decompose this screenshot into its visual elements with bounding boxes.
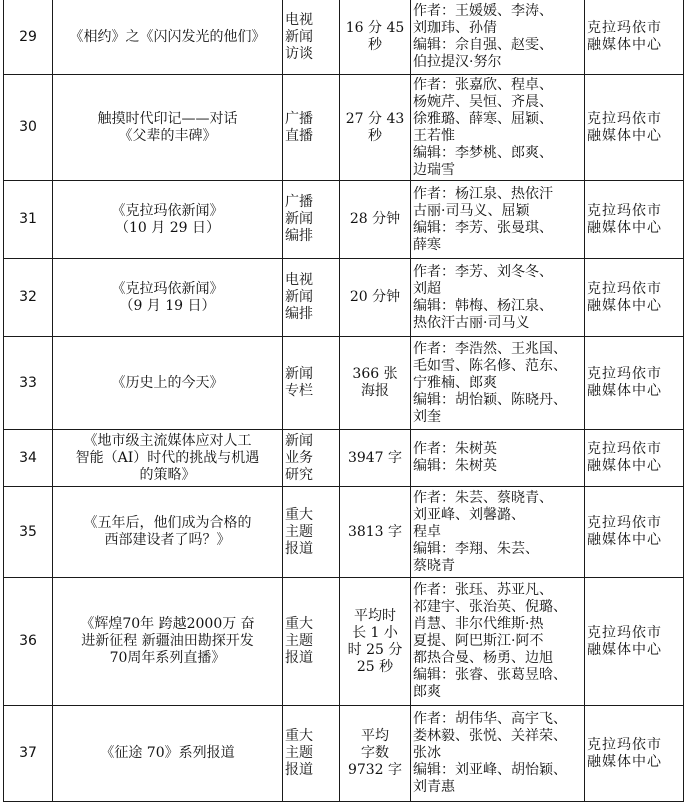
table-row: [4, 259, 684, 337]
submitting-unit: 克拉玛依市 融媒体中心: [585, 430, 684, 487]
authors-text: 作者：杨江泉、热依汗 古丽·司马义、屈颖: [413, 185, 553, 219]
work-credits: [411, 75, 585, 181]
work-credits: [411, 430, 585, 487]
work-length: 20 分钟: [340, 259, 411, 337]
awards-table: [3, 0, 684, 802]
table-row: [4, 487, 684, 578]
authors-text: 作者：朱树英: [413, 441, 497, 457]
work-credits: [411, 578, 585, 706]
work-title: 《克拉玛依新闻》 （9 月 19 日）: [53, 259, 283, 337]
submitting-unit: 克拉玛依市 融媒体中心: [585, 578, 684, 706]
editors-text: 编辑：胡怡颖、陈晓丹、 刘奎: [413, 391, 567, 425]
awards-table-page: [3, 0, 683, 802]
work-credits: [411, 181, 585, 259]
editors-text: 编辑：朱树英: [413, 458, 497, 474]
work-length: 平均时 长 1 小 时 25 分 25 秒: [340, 578, 411, 706]
submitting-unit: 克拉玛依市 融媒体中心: [585, 181, 684, 259]
authors-text: 作者：张珏、苏亚凡、 祁建宇、张治英、倪璐、 肖慧、非尔代维斯·热 夏提、阿巴斯江·阿不 都热合曼、杨勇、边旭: [413, 582, 567, 666]
row-number: 32: [4, 259, 53, 337]
work-category: 新闻 专栏: [283, 337, 340, 430]
work-credits: [411, 0, 585, 75]
work-length: 28 分钟: [340, 181, 411, 259]
work-category: 广播 新闻 编排: [283, 181, 340, 259]
work-title: 《征途 70》系列报道: [53, 706, 283, 802]
work-credits: [411, 706, 585, 802]
editors-text: 编辑：张睿、张葛昱晗、 郎爽: [413, 667, 567, 700]
submitting-unit: 克拉玛依市 融媒体中心: [585, 706, 684, 802]
row-number: 36: [4, 578, 53, 706]
work-length: 27 分 43 秒: [340, 75, 411, 181]
work-length: 16 分 45 秒: [340, 0, 411, 75]
submitting-unit: 克拉玛依市 融媒体中心: [585, 259, 684, 337]
submitting-unit: 克拉玛依市 融媒体中心: [585, 0, 684, 75]
row-number: 31: [4, 181, 53, 259]
work-category: 广播 直播: [283, 75, 340, 181]
submitting-unit: 克拉玛依市 融媒体中心: [585, 75, 684, 181]
submitting-unit: 克拉玛依市 融媒体中心: [585, 337, 684, 430]
authors-text: 作者：胡伟华、高宇飞、 娄林毅、张悦、关祥荣、 张冰: [413, 711, 567, 761]
table-row: [4, 430, 684, 487]
authors-text: 作者：朱芸、蔡晓青、 刘亚峰、刘馨潞、 程卓: [413, 489, 553, 540]
editors-text: 编辑：韩梅、杨江泉、 热依汗古丽·司马义: [413, 297, 553, 331]
work-title: 《克拉玛依新闻》 （10 月 29 日）: [53, 181, 283, 259]
work-credits: [411, 337, 585, 430]
table-row: [4, 337, 684, 430]
table-row: [4, 706, 684, 802]
work-title: 《相约》之《闪闪发光的他们》: [53, 0, 283, 75]
editors-text: 编辑：李翔、朱芸、 蔡晓青: [413, 540, 539, 574]
work-title: 《地市级主流媒体应对人工 智能（AI）时代的挑战与机遇 的策略》: [53, 430, 283, 487]
work-category: 重大 主题 报道: [283, 487, 340, 578]
authors-text: 作者：李浩然、王兆国、 毛如雪、陈名修、范东、 宁雅楠、郎爽: [413, 340, 567, 391]
editors-text: 编辑：李芳、张曼琪、 薛寒: [413, 219, 553, 253]
work-category: 新闻 业务 研究: [283, 430, 340, 487]
work-length: 3947 字: [340, 430, 411, 487]
row-number: 34: [4, 430, 53, 487]
editors-text: 编辑：佘自强、赵雯、 伯拉提汉·努尔: [413, 37, 553, 70]
work-length: 3813 字: [340, 487, 411, 578]
submitting-unit: 克拉玛依市 融媒体中心: [585, 487, 684, 578]
work-title: 《辉煌70年 跨越2000万 奋 进新征程 新疆油田勘探开发 70周年系列直播》: [53, 578, 283, 706]
work-category: 电视 新闻 访谈: [283, 0, 340, 75]
authors-text: 作者：张嘉欣、程卓、 杨婉芹、吴恒、齐晨、 徐雅璐、薛寒、屈颖、 王若惟: [413, 76, 553, 144]
work-category: 重大 主题 报道: [283, 706, 340, 802]
table-row: [4, 181, 684, 259]
work-title: 《历史上的今天》: [53, 337, 283, 430]
table-row: [4, 0, 684, 75]
work-title: 《五年后，他们成为合格的 西部建设者了吗？》: [53, 487, 283, 578]
table-row: [4, 578, 684, 706]
work-credits: [411, 259, 585, 337]
authors-text: 作者：王媛媛、李涛、 刘珈玮、孙倩: [413, 3, 553, 36]
table-row: [4, 75, 684, 181]
work-category: 电视 新闻 编排: [283, 259, 340, 337]
row-number: 29: [4, 0, 53, 75]
work-credits: [411, 487, 585, 578]
row-number: 30: [4, 75, 53, 181]
work-title: 触摸时代印记——对话 《父辈的丰碑》: [53, 75, 283, 181]
row-number: 35: [4, 487, 53, 578]
editors-text: 编辑：李梦桃、郎爽、 边瑞雪: [413, 144, 553, 178]
editors-text: 编辑：刘亚峰、胡怡颖、 刘青惠: [413, 762, 567, 795]
work-length: 366 张 海报: [340, 337, 411, 430]
row-number: 33: [4, 337, 53, 430]
authors-text: 作者：李芳、刘冬冬、 刘超: [413, 263, 553, 297]
work-category: 重大 主题 报道: [283, 578, 340, 706]
work-length: 平均 字数 9732 字: [340, 706, 411, 802]
row-number: 37: [4, 706, 53, 802]
